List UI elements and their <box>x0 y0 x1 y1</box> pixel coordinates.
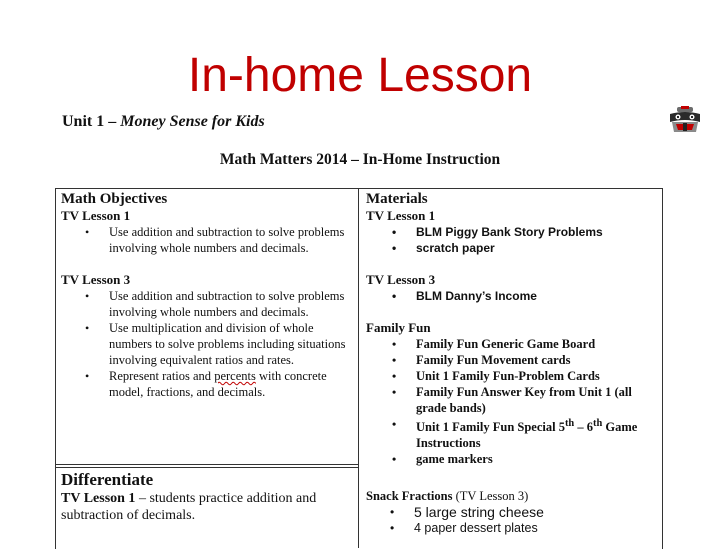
list-item: • Family Fun Answer Key from Unit 1 (all grade bands) <box>366 384 656 416</box>
list-item: • BLM Piggy Bank Story Problems <box>366 224 656 240</box>
list-item: • game markers <box>366 451 656 467</box>
materials-lesson1-list <box>366 224 656 256</box>
unit-name: Money Sense for Kids <box>120 113 265 130</box>
differentiate-heading: Differentiate <box>61 470 154 489</box>
unit-prefix: Unit 1 – <box>62 113 121 130</box>
materials-lesson3-list <box>366 288 656 304</box>
list-item: • Unit 1 Family Fun-Problem Cards <box>366 368 656 384</box>
snack-fractions-section <box>366 488 656 536</box>
objectives-heading: Math Objectives <box>61 191 168 207</box>
column-divider <box>358 188 359 548</box>
objectives-lesson3-label: TV Lesson 3 <box>61 272 131 287</box>
list-item: • 5 large string cheese <box>366 504 656 520</box>
spellcheck-flagged-word: percents <box>214 369 256 383</box>
row-divider-double <box>55 467 359 468</box>
list-item: • Use addition and subtraction to solve problems involving whole numbers and decimals. <box>61 288 353 320</box>
differentiate-cell <box>61 470 353 524</box>
list-item: • Represent ratios and percents with concrete model, fractions, and decimals. <box>61 368 353 400</box>
family-fun-label: Family Fun <box>366 320 431 335</box>
unit-heading <box>62 113 265 131</box>
family-fun-list <box>366 336 656 467</box>
list-item: • BLM Danny’s Income <box>366 288 656 304</box>
list-item: • 4 paper dessert plates <box>366 520 656 536</box>
materials-heading: Materials <box>366 191 428 207</box>
snack-heading: Snack Fractions (TV Lesson 3) <box>366 489 529 503</box>
row-divider <box>55 464 359 465</box>
snack-list <box>366 504 656 536</box>
list-item: • Use multiplication and division of whole numbers to solve problems including situations involving equivalent ratios and rates. <box>61 320 353 368</box>
materials-lesson3-label: TV Lesson 3 <box>366 272 436 287</box>
list-item: • Family Fun Generic Game Board <box>366 336 656 352</box>
objectives-cell <box>61 191 353 400</box>
objectives-lesson3-list <box>61 288 353 400</box>
list-item: • Family Fun Movement cards <box>366 352 656 368</box>
materials-cell <box>366 191 656 467</box>
list-item: • Use addition and subtraction to solve problems involving whole numbers and decimals. <box>61 224 353 256</box>
differentiate-text: TV Lesson 1 – students practice addition and subtraction of decimals. <box>61 491 317 523</box>
page-title: In-home Lesson <box>187 49 533 102</box>
subtitle: Math Matters 2014 – In-Home Instruction <box>219 151 501 168</box>
list-item: • Unit 1 Family Fun Special 5th – 6th Game Instructions <box>366 416 656 451</box>
list-item: • scratch paper <box>366 240 656 256</box>
native-art-logo-icon <box>668 106 702 134</box>
materials-lesson1-label: TV Lesson 1 <box>366 208 436 223</box>
objectives-lesson1-list <box>61 224 353 256</box>
objectives-lesson1-label: TV Lesson 1 <box>61 208 131 223</box>
